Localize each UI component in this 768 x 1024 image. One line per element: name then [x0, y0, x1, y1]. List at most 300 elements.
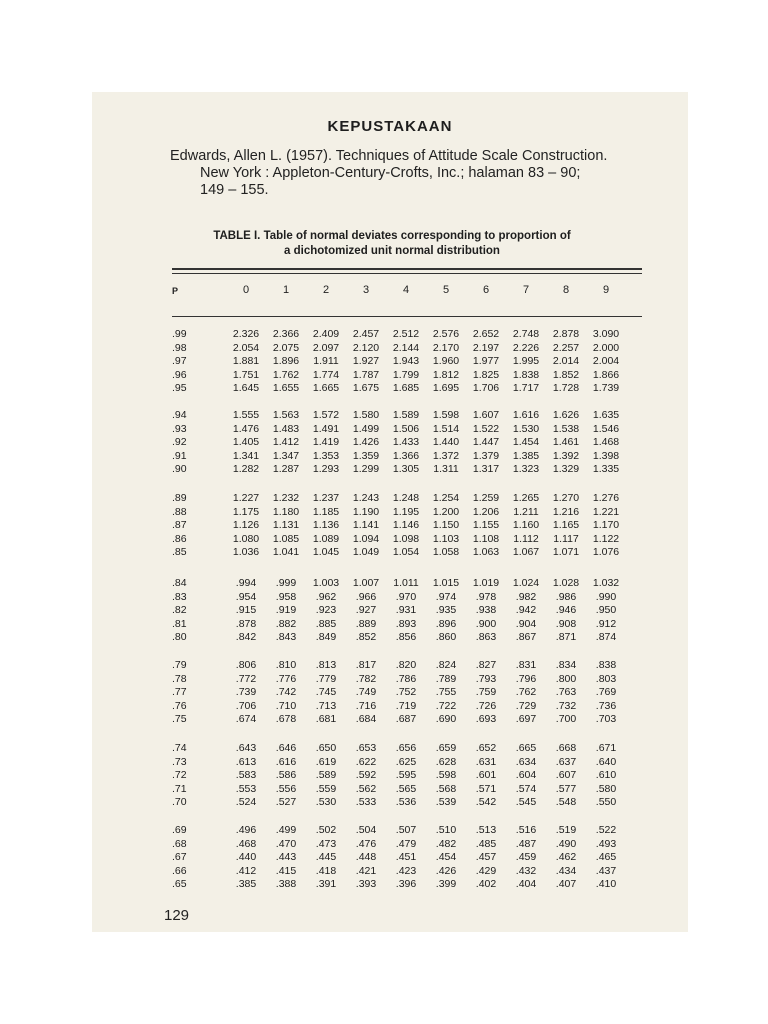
table-cell: .827 [475, 659, 497, 671]
table-cell: 1.774 [312, 368, 340, 381]
table-cell: 1.032 [592, 577, 620, 589]
table-cell: .690 [435, 713, 457, 726]
table-cell: .803 [595, 672, 617, 685]
table-cell: .681 [315, 713, 337, 726]
table-cell: .559 [315, 782, 337, 795]
table-cell: .421 [355, 864, 377, 877]
table-cell: 2.144 [392, 341, 420, 354]
table-cell: 1.195 [392, 505, 420, 518]
table-row [92, 713, 688, 726]
table-cell: .789 [435, 672, 457, 685]
table-cell: 1.506 [392, 422, 420, 435]
table-cell: .448 [355, 851, 377, 864]
table-cell: 1.347 [272, 449, 300, 462]
table-cell: 1.076 [592, 546, 620, 559]
table-row [92, 756, 688, 769]
table-row [92, 506, 688, 519]
table-cell: .565 [395, 782, 417, 795]
table-cell: 1.762 [272, 368, 300, 381]
table-cell: .776 [275, 672, 297, 685]
table-cell: 1.385 [512, 449, 540, 462]
table-cell: 1.419 [312, 436, 340, 449]
table-cell: 1.011 [393, 577, 419, 589]
table-cell: .490 [555, 837, 577, 850]
table-cell: 1.799 [392, 368, 420, 381]
table-cell: 1.751 [232, 368, 260, 381]
table-cell: 2.366 [272, 328, 300, 340]
table-cell: .652 [475, 742, 497, 754]
table-cell: 2.004 [592, 355, 620, 368]
table-cell: 1.706 [472, 382, 500, 395]
table-cell: .896 [435, 617, 457, 630]
table-cell: .426 [435, 864, 457, 877]
table-cell: .640 [595, 755, 617, 768]
table-row [92, 450, 688, 463]
table-cell: .739 [235, 686, 257, 699]
table-row [92, 659, 688, 672]
table-cell: .589 [315, 769, 337, 782]
table-cell: 1.607 [472, 409, 500, 421]
table-cell: 1.155 [472, 519, 500, 532]
table-cell: 1.117 [553, 532, 579, 545]
table-cell: 1.112 [513, 532, 539, 545]
table-cell: .919 [275, 604, 297, 617]
table-cell: 1.359 [352, 449, 380, 462]
table-cell: .510 [435, 824, 457, 836]
table-cell: .923 [315, 604, 337, 617]
p-value: .82 [172, 604, 187, 617]
table-cell: .745 [315, 686, 337, 699]
table-cell: .571 [475, 782, 497, 795]
table-cell: .527 [275, 796, 297, 809]
table-cell: .385 [235, 878, 257, 891]
table-cell: .842 [235, 631, 257, 644]
table-cell: 1.685 [392, 382, 420, 395]
table-cell: .513 [475, 824, 497, 836]
table-cell: .539 [435, 796, 457, 809]
table-cell: 1.108 [472, 532, 500, 545]
table-cell: 1.392 [552, 449, 580, 462]
table-cell: .530 [315, 796, 337, 809]
table-cell: .595 [395, 769, 417, 782]
table-cell: .810 [275, 659, 297, 671]
table-cell: .396 [395, 878, 417, 891]
table-cell: 1.461 [552, 436, 580, 449]
table-cell: .706 [235, 699, 257, 712]
table-row [92, 673, 688, 686]
table-caption-line-2: a dichotomized unit normal distribution [284, 245, 500, 257]
p-value: .89 [172, 492, 187, 504]
section-title: KEPUSTAKAAN [327, 118, 453, 135]
table-cell: 2.257 [552, 341, 580, 354]
p-value: .85 [172, 546, 187, 559]
table-cell: 1.036 [232, 546, 260, 559]
p-value: .94 [172, 409, 187, 421]
table-cell: .643 [235, 742, 257, 754]
table-cell: 1.237 [312, 492, 340, 504]
table-cell: 1.254 [432, 492, 460, 504]
table-row [92, 878, 688, 891]
table-row [92, 577, 688, 590]
table-cell: .519 [555, 824, 577, 836]
table-cell: .634 [515, 755, 537, 768]
table-row [92, 851, 688, 864]
table-row [92, 700, 688, 713]
table-cell: .502 [315, 824, 337, 836]
table-cell: .678 [275, 713, 297, 726]
table-row [92, 355, 688, 368]
table-cell: .671 [595, 742, 617, 754]
table-row [92, 783, 688, 796]
table-cell: 2.014 [552, 355, 580, 368]
table-cell: 1.635 [592, 409, 620, 421]
table-cell: 1.695 [432, 382, 460, 395]
table-cell: 2.326 [232, 328, 260, 340]
table-row [92, 546, 688, 559]
column-header: 8 [562, 284, 570, 296]
table-cell: .553 [235, 782, 257, 795]
column-header: 9 [602, 284, 610, 296]
table-cell: .637 [555, 755, 577, 768]
table-cell: 1.852 [552, 368, 580, 381]
p-value: .76 [172, 699, 187, 712]
table-cell: .533 [355, 796, 377, 809]
table-cell: .700 [555, 713, 577, 726]
table-cell: 2.457 [352, 328, 380, 340]
table-cell: .800 [555, 672, 577, 685]
table-cell: .592 [355, 769, 377, 782]
table-cell: .986 [555, 590, 577, 603]
table-cell: .577 [555, 782, 577, 795]
table-cell: 1.146 [392, 519, 420, 532]
table-cell: 1.626 [552, 409, 580, 421]
table-cell: .729 [515, 699, 537, 712]
table-cell: 1.265 [512, 492, 540, 504]
table-cell: 1.248 [392, 492, 420, 504]
table-cell: 2.652 [472, 328, 500, 340]
p-value: .75 [172, 713, 187, 726]
table-cell: .659 [435, 742, 457, 754]
table-cell: .457 [475, 851, 497, 864]
table-cell: 1.476 [232, 422, 260, 435]
table-cell: .504 [355, 824, 377, 836]
table-cell: .562 [355, 782, 377, 795]
table-row [92, 492, 688, 505]
document-page [92, 92, 688, 932]
table-cell: .524 [235, 796, 257, 809]
column-header: 3 [362, 284, 370, 296]
table-row [92, 769, 688, 782]
table-cell: .650 [315, 742, 337, 754]
table-cell: .404 [515, 878, 537, 891]
table-cell: .722 [435, 699, 457, 712]
table-row [92, 824, 688, 837]
p-value: .95 [172, 382, 187, 395]
table-cell: .938 [475, 604, 497, 617]
table-cell: .479 [395, 837, 417, 850]
table-cell: .465 [595, 851, 617, 864]
p-value: .69 [172, 824, 187, 836]
table-cell: .762 [515, 686, 537, 699]
table-cell: .763 [555, 686, 577, 699]
p-value: .81 [172, 617, 187, 630]
table-cell: .568 [435, 782, 457, 795]
table-cell: .889 [355, 617, 377, 630]
table-cell: 1.572 [312, 409, 340, 421]
table-cell: 1.024 [512, 577, 540, 589]
table-cell: 1.028 [552, 577, 580, 589]
table-cell: .542 [475, 796, 497, 809]
table-cell: .487 [515, 837, 537, 850]
table-cell: .440 [235, 851, 257, 864]
table-cell: 1.468 [592, 436, 620, 449]
table-cell: 1.812 [432, 368, 460, 381]
table-cell: 3.090 [592, 328, 620, 340]
table-cell: .697 [515, 713, 537, 726]
table-cell: 1.019 [472, 577, 500, 589]
table-cell: 1.305 [392, 463, 420, 476]
table-cell: .604 [515, 769, 537, 782]
table-cell: .904 [515, 617, 537, 630]
table-cell: 1.175 [232, 505, 260, 518]
table-cell: 1.270 [552, 492, 580, 504]
table-cell: 1.165 [552, 519, 580, 532]
table-cell: .616 [275, 755, 297, 768]
table-cell: 1.366 [392, 449, 420, 462]
table-row [92, 463, 688, 476]
table-cell: .476 [355, 837, 377, 850]
p-value: .72 [172, 769, 187, 782]
table-cell: 2.000 [592, 341, 620, 354]
table-cell: .674 [235, 713, 257, 726]
table-cell: .619 [315, 755, 337, 768]
table-cell: 1.866 [592, 368, 620, 381]
table-cell: .574 [515, 782, 537, 795]
table-cell: .459 [515, 851, 537, 864]
table-cell: .742 [275, 686, 297, 699]
table-cell: .994 [235, 577, 257, 589]
table-cell: 1.645 [232, 382, 260, 395]
table-cell: .824 [435, 659, 457, 671]
p-value: .71 [172, 782, 187, 795]
table-cell: .437 [595, 864, 617, 877]
p-value: .96 [172, 368, 187, 381]
table-cell: .935 [435, 604, 457, 617]
p-value: .78 [172, 672, 187, 685]
table-cell: 1.412 [272, 436, 300, 449]
table-cell: .434 [555, 864, 577, 877]
table-cell: .843 [275, 631, 297, 644]
table-cell: 1.323 [512, 463, 540, 476]
table-cell: 1.838 [512, 368, 540, 381]
table-cell: 1.943 [392, 355, 420, 368]
table-cell: .445 [315, 851, 337, 864]
table-cell: .772 [235, 672, 257, 685]
table-cell: 1.054 [392, 546, 420, 559]
table-cell: .893 [395, 617, 417, 630]
table-cell: .966 [355, 590, 377, 603]
table-cell: 1.675 [352, 382, 380, 395]
p-value: .92 [172, 436, 187, 449]
table-cell: 1.299 [352, 463, 380, 476]
table-cell: 1.141 [352, 519, 380, 532]
table-cell: 1.276 [592, 492, 620, 504]
table-cell: 1.341 [232, 449, 260, 462]
table-cell: 2.748 [512, 328, 540, 340]
table-cell: .470 [275, 837, 297, 850]
table-cell: 2.576 [432, 328, 460, 340]
table-cell: .719 [395, 699, 417, 712]
table-cell: .990 [595, 590, 617, 603]
table-cell: .736 [595, 699, 617, 712]
table-cell: 1.927 [352, 355, 380, 368]
table-cell: .831 [515, 659, 537, 671]
table-cell: 2.120 [352, 341, 380, 354]
table-cell: 1.655 [272, 382, 300, 395]
table-cell: 1.206 [472, 505, 500, 518]
table-cell: .451 [395, 851, 417, 864]
table-cell: 1.440 [432, 436, 460, 449]
table-cell: 1.739 [592, 382, 620, 395]
table-cell: .550 [595, 796, 617, 809]
p-value: .99 [172, 328, 187, 340]
p-value: .73 [172, 755, 187, 768]
table-cell: .978 [475, 590, 497, 603]
table-cell: .583 [235, 769, 257, 782]
table-cell: 1.221 [592, 505, 620, 518]
table-cell: .942 [515, 604, 537, 617]
table-cell: 1.259 [472, 492, 500, 504]
table-row [92, 591, 688, 604]
table-cell: .454 [435, 851, 457, 864]
table-cell: 1.003 [312, 577, 340, 589]
reference-line-2: New York : Appleton-Century-Crofts, Inc.; halaman 83 – 90; [200, 165, 581, 181]
table-cell: .393 [355, 878, 377, 891]
table-cell: .499 [275, 824, 297, 836]
table-cell: 1.454 [512, 436, 540, 449]
table-cell: 1.063 [472, 546, 500, 559]
table-cell: .958 [275, 590, 297, 603]
table-row [92, 686, 688, 699]
table-body [92, 92, 688, 932]
table-cell: .522 [595, 824, 617, 836]
table-row [92, 342, 688, 355]
p-value: .90 [172, 463, 187, 476]
table-cell: 2.878 [552, 328, 580, 340]
table-cell: .703 [595, 713, 617, 726]
table-cell: .412 [235, 864, 257, 877]
table-cell: 1.131 [272, 519, 300, 532]
table-cell: .954 [235, 590, 257, 603]
table-cell: .462 [555, 851, 577, 864]
table-cell: .684 [355, 713, 377, 726]
table-cell: .970 [395, 590, 417, 603]
table-cell: .580 [595, 782, 617, 795]
table-cell: 1.293 [312, 463, 340, 476]
table-cell: 1.499 [352, 422, 380, 435]
table-row [92, 328, 688, 341]
table-cell: .485 [475, 837, 497, 850]
column-header: 4 [402, 284, 410, 296]
table-cell: 1.122 [592, 532, 620, 545]
table-cell: .716 [355, 699, 377, 712]
table-cell: .806 [235, 659, 257, 671]
page-number: 129 [164, 907, 190, 924]
table-cell: .668 [555, 742, 577, 754]
table-cell: 1.977 [472, 355, 500, 368]
table-cell: .782 [355, 672, 377, 685]
table-cell: .874 [595, 631, 617, 644]
table-cell: 1.598 [432, 409, 460, 421]
table-cell: 1.190 [352, 505, 380, 518]
table-cell: .656 [395, 742, 417, 754]
p-value: .67 [172, 851, 187, 864]
table-cell: .882 [275, 617, 297, 630]
table-cell: 1.126 [232, 519, 260, 532]
column-header: 5 [442, 284, 450, 296]
table-cell: 1.405 [232, 436, 260, 449]
table-cell: .820 [395, 659, 417, 671]
table-cell: .908 [555, 617, 577, 630]
table-cell: 1.080 [232, 532, 260, 545]
table-cell: 1.058 [432, 546, 460, 559]
table-cell: .793 [475, 672, 497, 685]
table-cell: .586 [275, 769, 297, 782]
table-cell: 1.067 [512, 546, 540, 559]
table-cell: 2.097 [312, 341, 340, 354]
table-cell: .429 [475, 864, 497, 877]
table-cell: 1.329 [552, 463, 580, 476]
table-cell: .598 [435, 769, 457, 782]
p-value: .70 [172, 796, 187, 809]
table-cell: .545 [515, 796, 537, 809]
table-cell: 2.226 [512, 341, 540, 354]
table-cell: .482 [435, 837, 457, 850]
table-cell: .817 [355, 659, 377, 671]
table-cell: .391 [315, 878, 337, 891]
table-cell: .813 [315, 659, 337, 671]
table-cell: .912 [595, 617, 617, 630]
p-value: .77 [172, 686, 187, 699]
table-cell: 1.665 [312, 382, 340, 395]
table-cell: .610 [595, 769, 617, 782]
table-cell: 1.522 [472, 422, 500, 435]
table-row [92, 409, 688, 422]
column-header: 7 [522, 284, 530, 296]
p-value: .97 [172, 355, 187, 368]
table-cell: .496 [235, 824, 257, 836]
p-value: .83 [172, 590, 187, 603]
table-cell: 1.447 [472, 436, 500, 449]
table-cell: .410 [595, 878, 617, 891]
table-cell: 2.170 [432, 341, 460, 354]
table-cell: 1.379 [472, 449, 500, 462]
table-cell: .867 [515, 631, 537, 644]
table-cell: .601 [475, 769, 497, 782]
table-cell: .443 [275, 851, 297, 864]
table-cell: 1.045 [312, 546, 340, 559]
table-cell: .974 [435, 590, 457, 603]
table-cell: .962 [315, 590, 337, 603]
table-cell: 1.717 [512, 382, 540, 395]
table-cell: .516 [515, 824, 537, 836]
p-value: .86 [172, 532, 187, 545]
table-cell: .779 [315, 672, 337, 685]
table-cell: 1.311 [433, 463, 459, 476]
table-cell: 1.089 [312, 532, 340, 545]
table-cell: .468 [235, 837, 257, 850]
p-value: .74 [172, 742, 187, 754]
